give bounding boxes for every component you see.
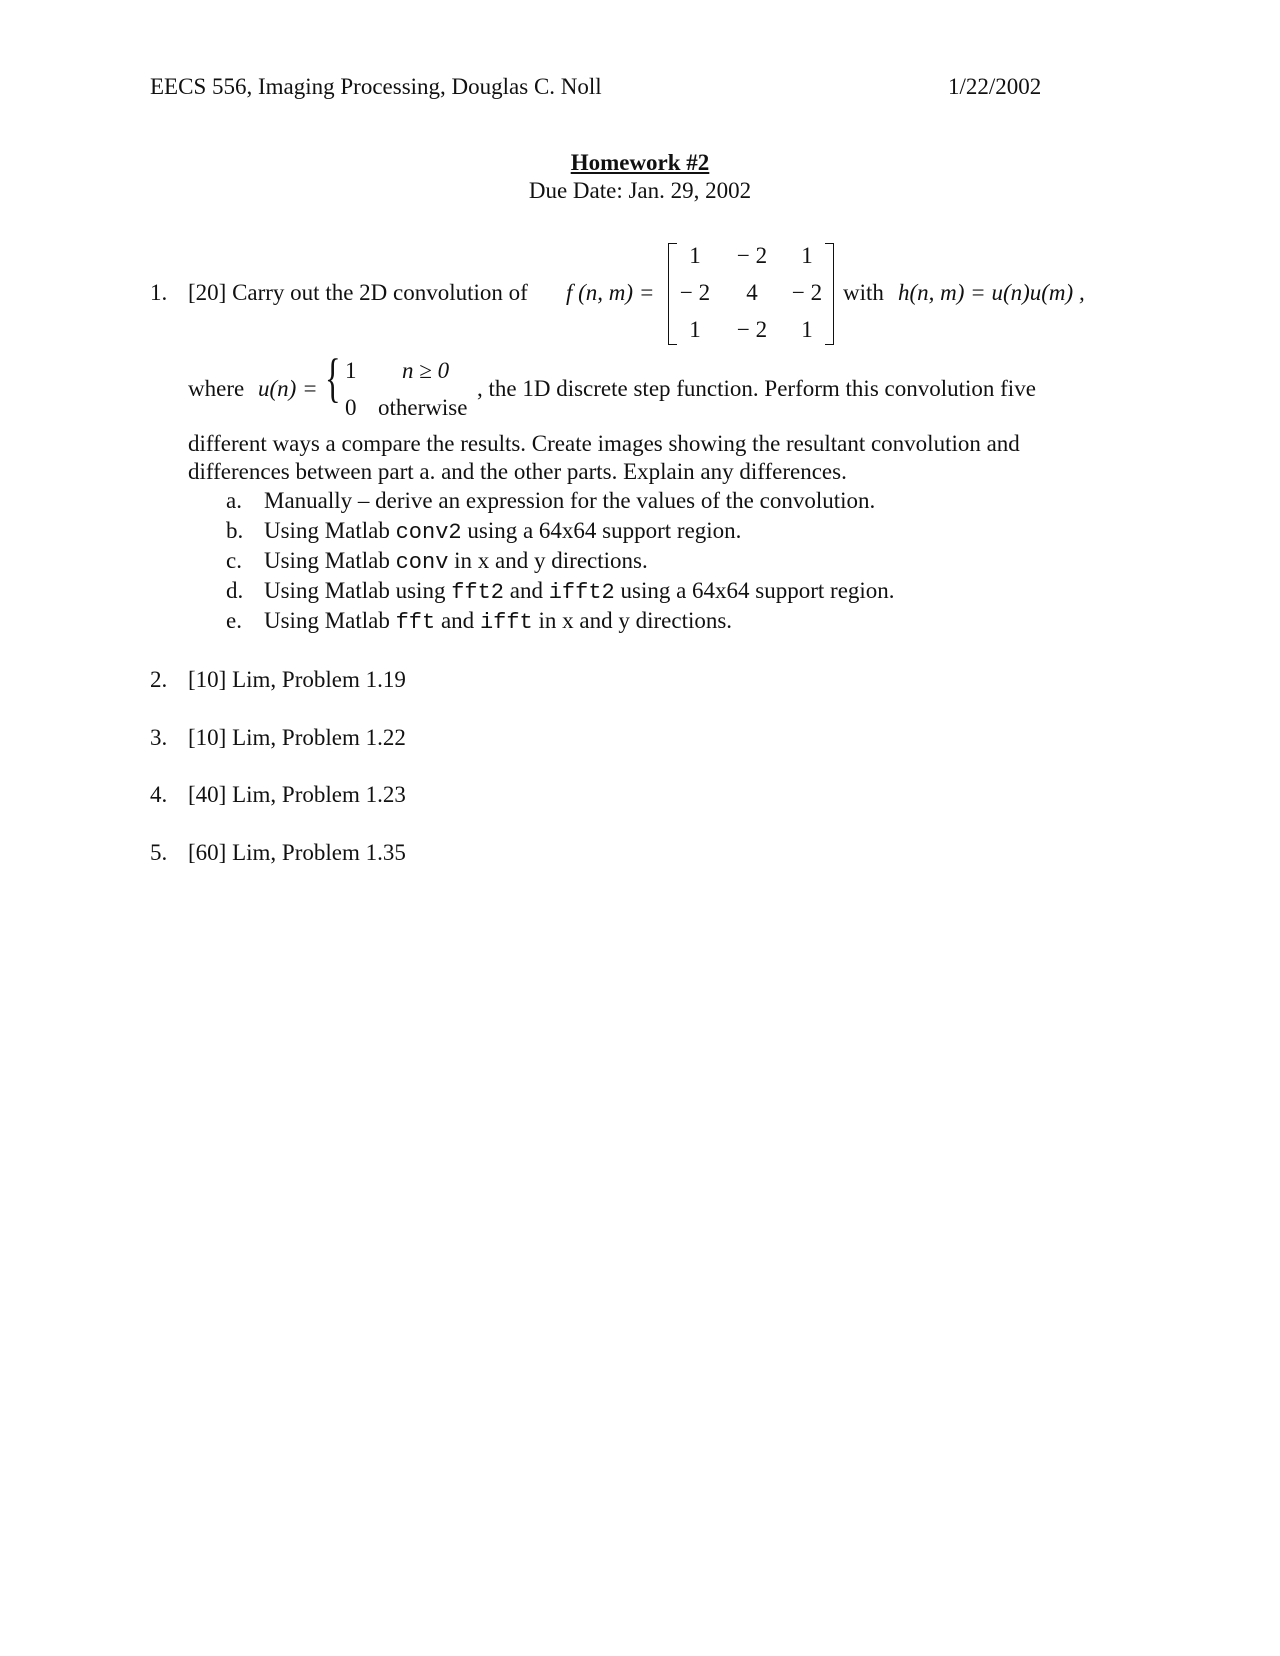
problem-text: [40] Lim, Problem 1.23 [188,782,406,807]
problem-1-continuation: , the 1D discrete step function. Perform this convolution five [477,376,1036,401]
matrix-cell: − 2 [791,280,823,305]
case-1-value: 1 [345,358,357,383]
code-conv2: conv2 [395,520,462,545]
code-fft2: fft2 [451,580,505,605]
matrix-cell: 1 [801,243,813,268]
part-label: e. [226,608,242,633]
part-label: b. [226,518,244,543]
part-text: Using Matlab conv2 using a 64x64 support region. [264,518,742,545]
u-expression: u(n) = [258,376,318,401]
matrix-cell: 1 [689,317,701,342]
part-text: Using Matlab fft and ifft in x and y directions. [264,608,733,635]
problem-number: 2. [150,667,168,692]
part-text: Using Matlab conv in x and y directions. [264,548,648,575]
header-course: EECS 556, Imaging Processing, Douglas C. Noll [150,74,602,99]
matrix-cell: − 2 [736,243,768,268]
matrix-cell: − 2 [679,280,711,305]
header-date: 1/22/2002 [948,74,1042,99]
code-fft: fft [395,610,436,635]
f-expression: f (n, m) = [566,280,655,305]
where-label: where [188,376,245,401]
problem-1-line-3: different ways a compare the results. Create images showing the resultant convolution and [188,431,1020,456]
part-label: a. [226,488,242,513]
h-expression: h(n, m) = u(n)u(m) , [898,280,1085,305]
case-1-condition: n ≥ 0 [402,358,450,383]
part-label: c. [226,548,242,573]
matrix-cell: 1 [801,317,813,342]
page-title: Homework #2 [570,150,710,175]
problem-1-number: 1. [150,280,168,305]
case-2-value: 0 [345,395,357,420]
part-text: Using Matlab using fft2 and ifft2 using a 64x64 support region. [264,578,895,605]
part-label: d. [226,578,244,603]
problem-text: [10] Lim, Problem 1.22 [188,725,406,750]
matrix-cell: 1 [689,243,701,268]
matrix-cell: 4 [746,280,758,305]
code-conv: conv [395,550,449,575]
problem-text: [10] Lim, Problem 1.19 [188,667,406,692]
due-date: Due Date: Jan. 29, 2002 [528,178,752,203]
case-2-condition: otherwise [378,395,468,420]
problem-1-intro: [20] Carry out the 2D convolution of [188,280,528,305]
part-text: Manually – derive an expression for the values of the convolution. [264,488,876,513]
cases-brace: { [325,348,341,408]
problem-number: 5. [150,840,168,865]
problem-1-line-4: differences between part a. and the other parts. Explain any differences. [188,459,847,484]
code-ifft: ifft [479,610,533,635]
problem-text: [60] Lim, Problem 1.35 [188,840,406,865]
with-label: with [843,280,884,305]
problem-number: 3. [150,725,168,750]
matrix-cell: − 2 [736,317,768,342]
code-ifft2: ifft2 [548,580,615,605]
problem-number: 4. [150,782,168,807]
